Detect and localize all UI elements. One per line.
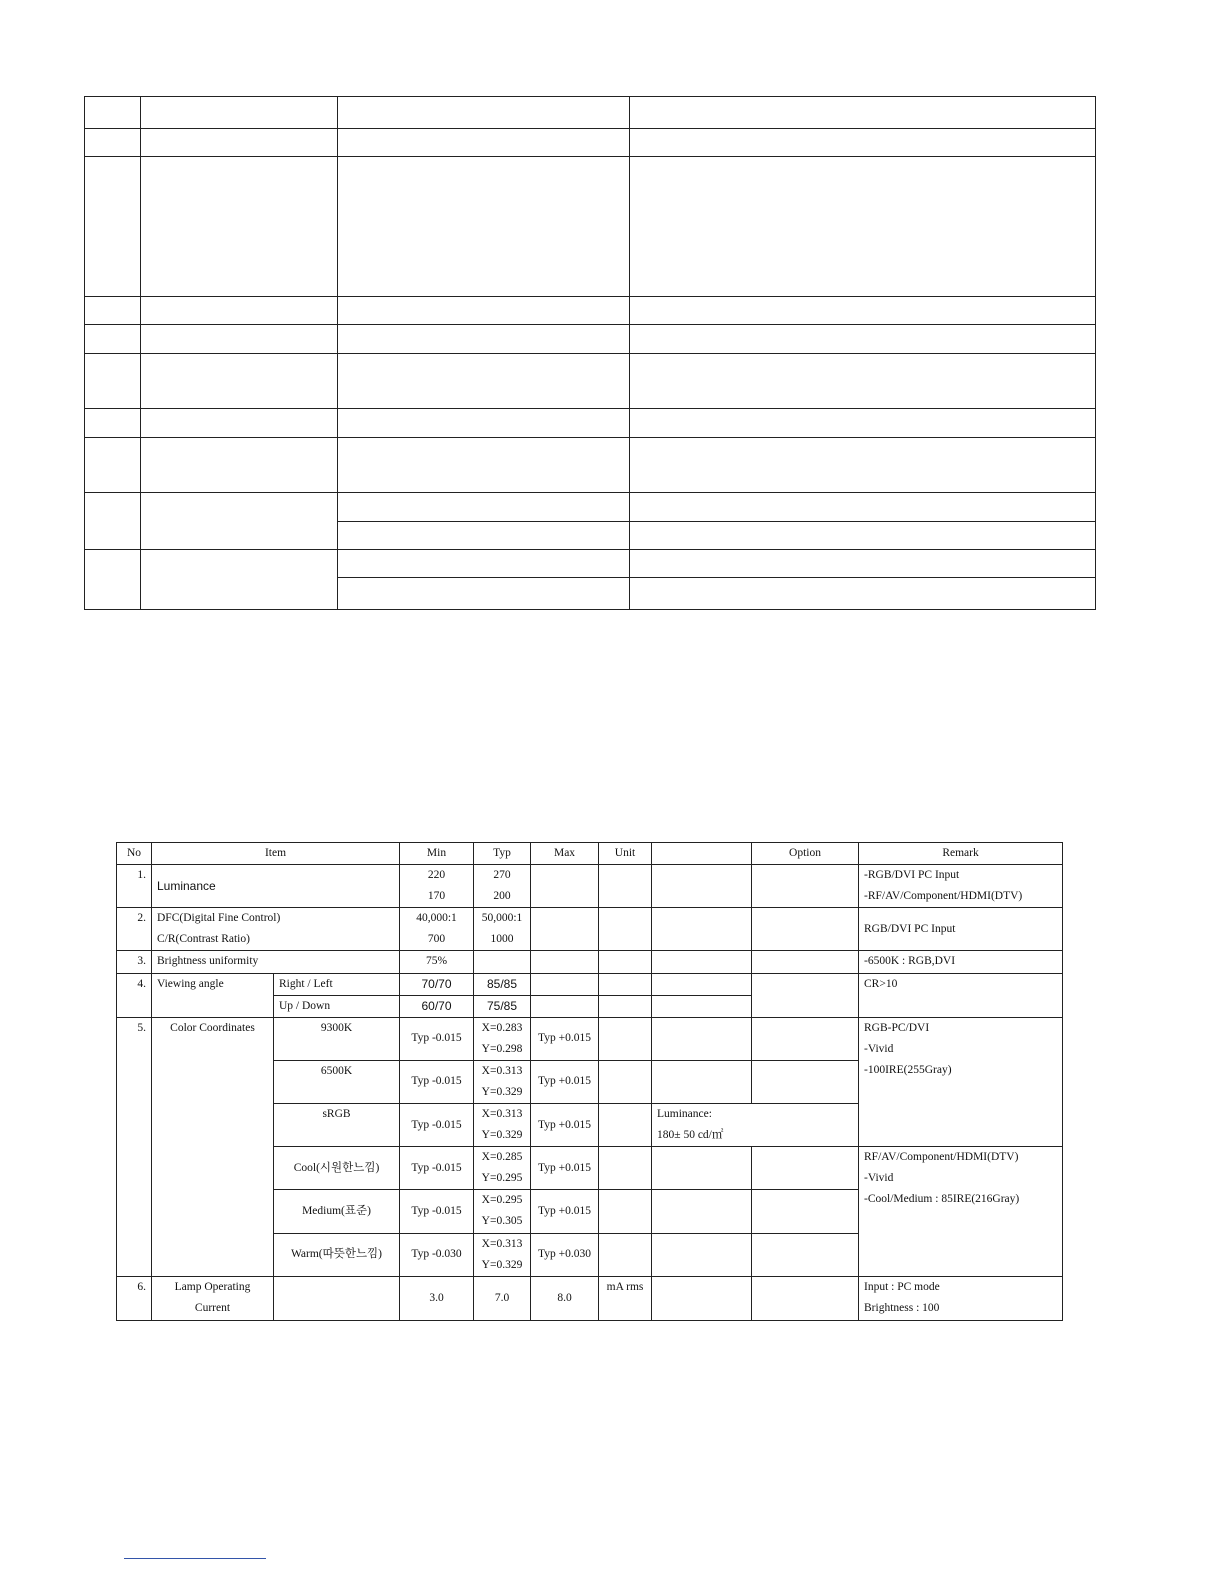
item-viewing: Viewing angle [152,973,274,1017]
typ-cell: X=0.313 Y=0.329 [474,1233,531,1276]
header-blank [652,843,752,865]
typ-cell: 85/85 [474,973,531,995]
header-remark: Remark [859,843,1063,865]
row-dfc [117,908,1063,951]
blank-spec-table [84,96,1096,610]
row-no: 4. [117,973,152,1017]
header-unit: Unit [599,843,652,865]
row-color-9300k [117,1017,1063,1060]
footnote-divider [124,1558,266,1559]
min-cell: Typ -0.015 [400,1017,474,1060]
typ-cell: X=0.313 Y=0.329 [474,1104,531,1147]
row-no: 1. [117,865,152,908]
remark-cell: RGB/DVI PC Input [859,908,1063,951]
typ-cell: 7.0 [474,1276,531,1320]
srgb-luminance-note: Luminance: 180± 50 cd/㎡ [652,1104,859,1147]
sub-label: 6500K [274,1060,400,1103]
typ-cell: 50,000:1 1000 [474,908,531,951]
min-cell: Typ -0.030 [400,1233,474,1276]
typ-cell: 75/85 [474,995,531,1017]
min-cell: 220 170 [400,865,474,908]
typ-cell: X=0.283 Y=0.298 [474,1017,531,1060]
remark-cell: Input : PC mode Brightness : 100 [859,1276,1063,1320]
min-cell: Typ -0.015 [400,1147,474,1190]
row-no: 5. [117,1017,152,1276]
header-option: Option [752,843,859,865]
min-cell: Typ -0.015 [400,1190,474,1233]
max-cell: Typ +0.015 [531,1017,599,1060]
sub-label: sRGB [274,1104,400,1147]
sub-label: Cool(시원한느낌) [274,1147,400,1190]
remark-cell: RF/AV/Component/HDMI(DTV) -Vivid -Cool/Medium : 85IRE(216Gray) [859,1147,1063,1277]
min-cell: Typ -0.015 [400,1104,474,1147]
header-typ: Typ [474,843,531,865]
sub-label: 9300K [274,1017,400,1060]
remark-cell: CR>10 [859,973,1063,1017]
max-cell: Typ +0.015 [531,1060,599,1103]
typ-cell: X=0.285 Y=0.295 [474,1147,531,1190]
item-dfc: DFC(Digital Fine Control) C/R(Contrast Ratio) [152,908,400,951]
row-luminance [117,865,1063,908]
max-cell: Typ +0.015 [531,1190,599,1233]
sub-label: Medium(표준) [274,1190,400,1233]
min-cell: Typ -0.015 [400,1060,474,1103]
typ-cell: X=0.313 Y=0.329 [474,1060,531,1103]
row-viewing-1 [117,973,1063,995]
min-cell: 40,000:1 700 [400,908,474,951]
max-cell: Typ +0.030 [531,1233,599,1276]
blank-cell [85,97,141,129]
max-cell: Typ +0.015 [531,1147,599,1190]
header-max: Max [531,843,599,865]
row-no: 3. [117,951,152,973]
min-cell: 75% [400,951,474,973]
min-cell: 3.0 [400,1276,474,1320]
max-cell: 8.0 [531,1276,599,1320]
min-cell: 70/70 [400,973,474,995]
typ-cell: X=0.295 Y=0.305 [474,1190,531,1233]
min-cell: 60/70 [400,995,474,1017]
item-color: Color Coordinates [152,1017,274,1276]
header-no: No [117,843,152,865]
header-item: Item [152,843,400,865]
row-no: 2. [117,908,152,951]
typ-cell: 270 200 [474,865,531,908]
remark-cell: -6500K : RGB,DVI [859,951,1063,973]
max-cell: Typ +0.015 [531,1104,599,1147]
sub-label: Warm(따뜻한느낌) [274,1233,400,1276]
item-lamp: Lamp Operating Current [152,1276,274,1320]
row-no: 6. [117,1276,152,1320]
item-luminance: Luminance [152,865,400,908]
unit-cell: mA rms [599,1276,652,1320]
remark-cell: RGB-PC/DVI -Vivid -100IRE(255Gray) [859,1017,1063,1147]
row-brightness [117,951,1063,973]
remark-cell: -RGB/DVI PC Input -RF/AV/Component/HDMI(DTV) [859,865,1063,908]
header-min: Min [400,843,474,865]
item-brightness: Brightness uniformity [152,951,400,973]
sub-label: Right / Left [274,973,400,995]
header-row [117,843,1063,865]
row-lamp [117,1276,1063,1320]
sub-label: Up / Down [274,995,400,1017]
optical-spec-table [116,842,1063,1321]
